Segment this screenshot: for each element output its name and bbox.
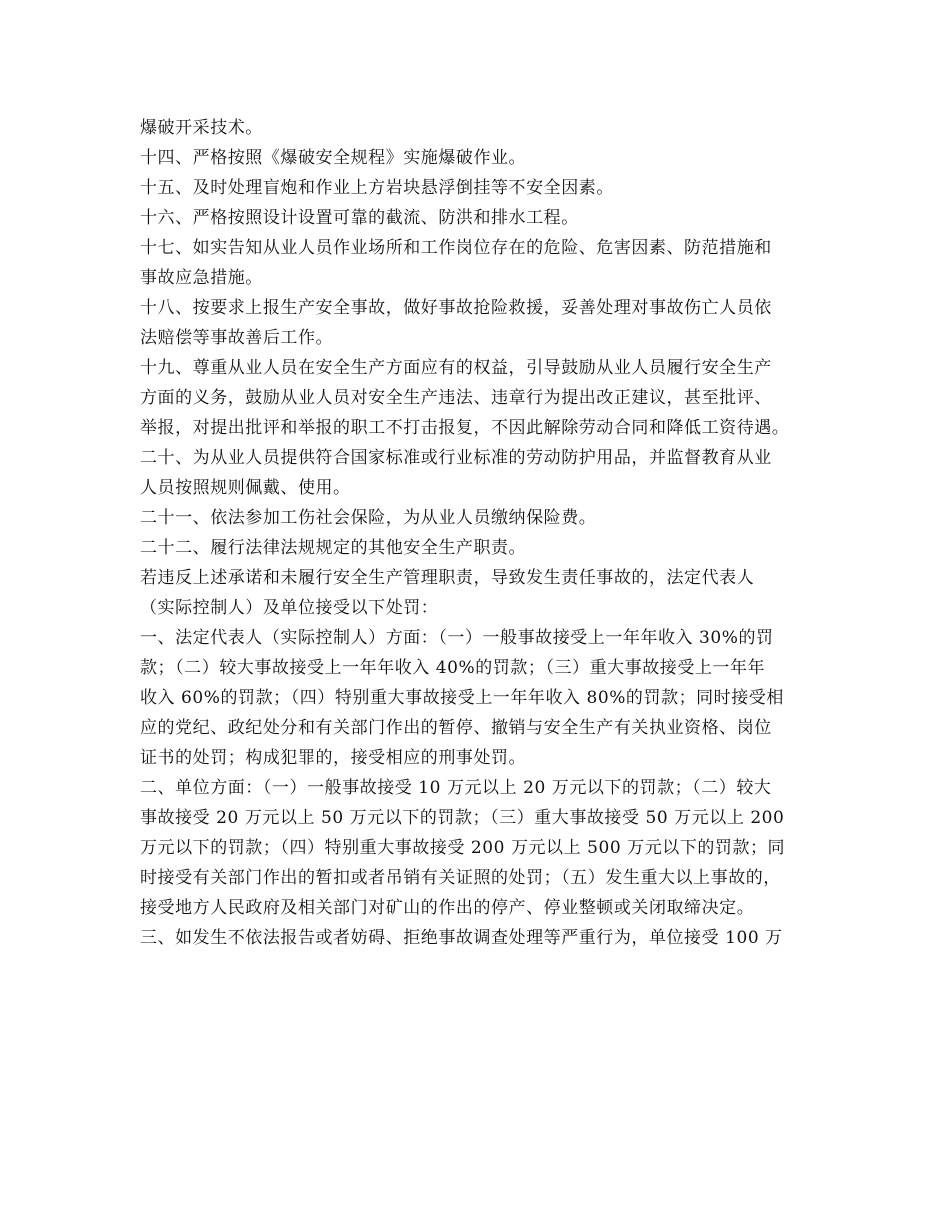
text-line: 十八、按要求上报生产安全事故，做好事故抢险救援，妥善处理对事故伤亡人员依 [140,298,772,318]
document-body [140,113,820,953]
text-line: 十六、严格按照设计设置可靠的截流、防洪和排水工程。 [140,208,579,228]
text-line: 法赔偿等事故善后工作。 [140,328,334,348]
text-line: 二、单位方面：（一）一般事故接受 10 万元以上 20 万元以下的罚款；（二）较大 [140,778,772,798]
text-line: 时接受有关部门作出的暂扣或者吊销有关证照的处罚；（五）发生重大以上事故的， [140,868,781,888]
text-line: 万元以下的罚款；（四）特别重大事故接受 200 万元以上 500 万元以下的罚款；同 [140,838,786,858]
text-line: 十七、如实告知从业人员作业场所和工作岗位存在的危险、危害因素、防范措施和 [140,238,772,258]
text-line: 应的党纪、政纪处分和有关部门作出的暂停、撤销与安全生产有关执业资格、岗位 [140,718,772,738]
text-line: 十五、及时处理盲炮和作业上方岩块悬浮倒挂等不安全因素。 [140,178,614,198]
text-line: 事故应急措施。 [140,268,263,288]
text-line: 举报，对提出批评和举报的职工不打击报复，不因此解除劳动合同和降低工资待遇。 [140,418,790,438]
text-line: 一、法定代表人（实际控制人）方面：（一）一般事故接受上一年年收入 30%的罚 [140,628,774,648]
text-line: 十四、严格按照《爆破安全规程》实施爆破作业。 [140,148,527,168]
text-line: 人员按照规则佩戴、使用。 [140,478,351,498]
text-line: 证书的处罚；构成犯罪的，接受相应的刑事处罚。 [140,748,527,768]
text-line: 十九、尊重从业人员在安全生产方面应有的权益，引导鼓励从业人员履行安全生产 [140,358,772,378]
text-line: 方面的义务，鼓励从业人员对安全生产违法、违章行为提出改正建议，甚至批评、 [140,388,772,408]
text-line: 二十、为从业人员提供符合国家标准或行业标准的劳动防护用品，并监督教育从业 [140,448,772,468]
text-line: 若违反上述承诺和未履行安全生产管理职责，导致发生责任事故的，法定代表人 [140,568,755,588]
text-line: 接受地方人民政府及相关部门对矿山的作出的停产、停业整顿或关闭取缔决定。 [140,898,755,918]
text-line: 三、如发生不依法报告或者妨碍、拒绝事故调查处理等严重行为，单位接受 100 万 [140,928,783,948]
text-line: 二十二、履行法律法规规定的其他安全生产职责。 [140,538,527,558]
text-line: 收入 60%的罚款；（四）特别重大事故接受上一年年收入 80%的罚款；同时接受相 [140,688,784,708]
text-line: 二十一、依法参加工伤社会保险，为从业人员缴纳保险费。 [140,508,597,528]
text-line: 款；（二）较大事故接受上一年年收入 40%的罚款；（三）重大事故接受上一年年 [140,658,766,678]
text-line: 事故接受 20 万元以上 50 万元以下的罚款；（三）重大事故接受 50 万元以上 200 [140,808,785,828]
text-line: 爆破开采技术。 [140,118,263,138]
text-line: （实际控制人）及单位接受以下处罚： [140,598,439,618]
